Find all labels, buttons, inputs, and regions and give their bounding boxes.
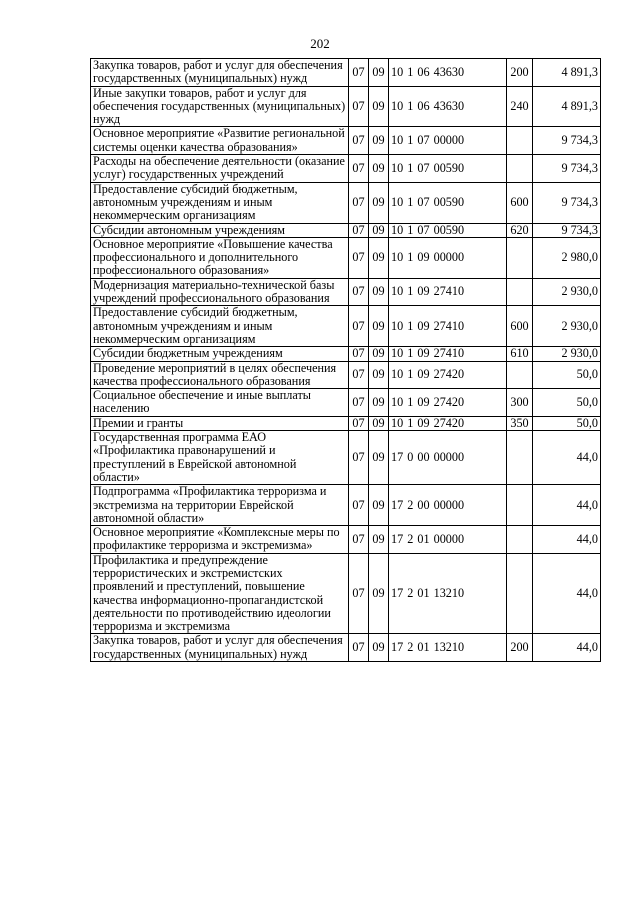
expense-type-cell: 610 [507, 347, 533, 361]
subsection-code-cell: 09 [369, 553, 389, 634]
row-name-cell: Основное мероприятие «Комплексные меры по профилактике терроризма и экстремизма» [91, 526, 349, 554]
table-row [91, 485, 601, 526]
target-code-cell: 10 1 06 43630 [389, 86, 507, 127]
amount-cell: 44,0 [533, 485, 601, 526]
section-code-cell: 07 [349, 389, 369, 417]
amount-cell: 9 734,3 [533, 182, 601, 223]
table-row [91, 416, 601, 430]
expense-type-cell [507, 361, 533, 389]
section-code-cell: 07 [349, 416, 369, 430]
amount-cell: 2 930,0 [533, 347, 601, 361]
subsection-code-cell: 09 [369, 361, 389, 389]
expense-type-cell [507, 155, 533, 183]
subsection-code-cell: 09 [369, 59, 389, 87]
subsection-code-cell: 09 [369, 389, 389, 417]
subsection-code-cell: 09 [369, 431, 389, 485]
table-row [91, 182, 601, 223]
section-code-cell: 07 [349, 634, 369, 662]
amount-cell: 50,0 [533, 389, 601, 417]
subsection-code-cell: 09 [369, 182, 389, 223]
amount-cell: 44,0 [533, 526, 601, 554]
target-code-cell: 17 2 00 00000 [389, 485, 507, 526]
expense-type-cell: 300 [507, 389, 533, 417]
row-name-cell: Премии и гранты [91, 416, 349, 430]
table-row [91, 361, 601, 389]
target-code-cell: 10 1 07 00590 [389, 155, 507, 183]
amount-cell: 44,0 [533, 553, 601, 634]
amount-cell: 44,0 [533, 431, 601, 485]
row-name-cell: Закупка товаров, работ и услуг для обеспечения государственных (муниципальных) нужд [91, 59, 349, 87]
subsection-code-cell: 09 [369, 347, 389, 361]
target-code-cell: 17 2 01 13210 [389, 634, 507, 662]
section-code-cell: 07 [349, 485, 369, 526]
table-row [91, 86, 601, 127]
subsection-code-cell: 09 [369, 223, 389, 237]
target-code-cell: 10 1 07 00000 [389, 127, 507, 155]
subsection-code-cell: 09 [369, 237, 389, 278]
expense-type-cell: 350 [507, 416, 533, 430]
expense-type-cell [507, 526, 533, 554]
subsection-code-cell: 09 [369, 634, 389, 662]
table-row [91, 223, 601, 237]
target-code-cell: 10 1 09 27420 [389, 389, 507, 417]
subsection-code-cell: 09 [369, 306, 389, 347]
table-row [91, 347, 601, 361]
amount-cell: 50,0 [533, 361, 601, 389]
target-code-cell: 17 2 01 00000 [389, 526, 507, 554]
target-code-cell: 17 2 01 13210 [389, 553, 507, 634]
expense-type-cell [507, 485, 533, 526]
section-code-cell: 07 [349, 59, 369, 87]
table-row [91, 553, 601, 634]
target-code-cell: 10 1 07 00590 [389, 223, 507, 237]
row-name-cell: Расходы на обеспечение деятельности (оказание услуг) государственных учреждений [91, 155, 349, 183]
table-row [91, 389, 601, 417]
target-code-cell: 10 1 09 27420 [389, 361, 507, 389]
subsection-code-cell: 09 [369, 526, 389, 554]
amount-cell: 44,0 [533, 634, 601, 662]
amount-cell: 2 930,0 [533, 278, 601, 306]
table-row [91, 634, 601, 662]
row-name-cell: Основное мероприятие «Развитие региональной системы оценки качества образования» [91, 127, 349, 155]
row-name-cell: Подпрограмма «Профилактика терроризма и экстремизма на территории Еврейской автономной области» [91, 485, 349, 526]
target-code-cell: 10 1 07 00590 [389, 182, 507, 223]
section-code-cell: 07 [349, 155, 369, 183]
table-row [91, 526, 601, 554]
row-name-cell: Основное мероприятие «Повышение качества профессионального и дополнительного профессионального образования» [91, 237, 349, 278]
target-code-cell: 10 1 09 27410 [389, 347, 507, 361]
expense-type-cell: 600 [507, 306, 533, 347]
expense-type-cell: 200 [507, 59, 533, 87]
section-code-cell: 07 [349, 361, 369, 389]
table-row [91, 306, 601, 347]
amount-cell: 9 734,3 [533, 155, 601, 183]
expense-type-cell [507, 431, 533, 485]
table-row [91, 278, 601, 306]
expense-type-cell: 620 [507, 223, 533, 237]
amount-cell: 9 734,3 [533, 127, 601, 155]
row-name-cell: Иные закупки товаров, работ и услуг для обеспечения государственных (муниципальных) нужд [91, 86, 349, 127]
target-code-cell: 10 1 06 43630 [389, 59, 507, 87]
section-code-cell: 07 [349, 431, 369, 485]
target-code-cell: 10 1 09 00000 [389, 237, 507, 278]
row-name-cell: Предоставление субсидий бюджетным, автономным учреждениям и иным некоммерческим организациям [91, 306, 349, 347]
row-name-cell: Государственная программа ЕАО «Профилактика правонарушений и преступлений в Еврейской автономной области» [91, 431, 349, 485]
row-name-cell: Закупка товаров, работ и услуг для обеспечения государственных (муниципальных) нужд [91, 634, 349, 662]
subsection-code-cell: 09 [369, 155, 389, 183]
section-code-cell: 07 [349, 278, 369, 306]
row-name-cell: Проведение мероприятий в целях обеспечения качества профессионального образования [91, 361, 349, 389]
table-row [91, 237, 601, 278]
expense-type-cell: 200 [507, 634, 533, 662]
target-code-cell: 10 1 09 27420 [389, 416, 507, 430]
budget-table-body [91, 59, 601, 662]
expense-type-cell: 600 [507, 182, 533, 223]
section-code-cell: 07 [349, 223, 369, 237]
row-name-cell: Субсидии бюджетным учреждениям [91, 347, 349, 361]
row-name-cell: Субсидии автономным учреждениям [91, 223, 349, 237]
expense-type-cell [507, 553, 533, 634]
section-code-cell: 07 [349, 127, 369, 155]
table-row [91, 155, 601, 183]
target-code-cell: 10 1 09 27410 [389, 306, 507, 347]
section-code-cell: 07 [349, 237, 369, 278]
section-code-cell: 07 [349, 306, 369, 347]
amount-cell: 50,0 [533, 416, 601, 430]
target-code-cell: 10 1 09 27410 [389, 278, 507, 306]
row-name-cell: Предоставление субсидий бюджетным, автономным учреждениям и иным некоммерческим организациям [91, 182, 349, 223]
table-row [91, 59, 601, 87]
section-code-cell: 07 [349, 526, 369, 554]
section-code-cell: 07 [349, 86, 369, 127]
target-code-cell: 17 0 00 00000 [389, 431, 507, 485]
page-number: 202 [310, 36, 330, 51]
budget-table [90, 58, 601, 662]
subsection-code-cell: 09 [369, 278, 389, 306]
amount-cell: 9 734,3 [533, 223, 601, 237]
row-name-cell: Модернизация материально-технической базы учреждений профессионального образования [91, 278, 349, 306]
amount-cell: 2 930,0 [533, 306, 601, 347]
subsection-code-cell: 09 [369, 485, 389, 526]
subsection-code-cell: 09 [369, 86, 389, 127]
amount-cell: 2 980,0 [533, 237, 601, 278]
table-row [91, 127, 601, 155]
row-name-cell: Социальное обеспечение и иные выплаты населению [91, 389, 349, 417]
expense-type-cell [507, 237, 533, 278]
expense-type-cell [507, 127, 533, 155]
expense-type-cell [507, 278, 533, 306]
section-code-cell: 07 [349, 182, 369, 223]
table-row [91, 431, 601, 485]
amount-cell: 4 891,3 [533, 59, 601, 87]
subsection-code-cell: 09 [369, 416, 389, 430]
subsection-code-cell: 09 [369, 127, 389, 155]
section-code-cell: 07 [349, 553, 369, 634]
expense-type-cell: 240 [507, 86, 533, 127]
row-name-cell: Профилактика и предупреждение террористических и экстремистских проявлений и преступлений, повышение качества информационно-пропагандистской деятельности по противодействию идеологии терроризма и экстремизма [91, 553, 349, 634]
amount-cell: 4 891,3 [533, 86, 601, 127]
section-code-cell: 07 [349, 347, 369, 361]
